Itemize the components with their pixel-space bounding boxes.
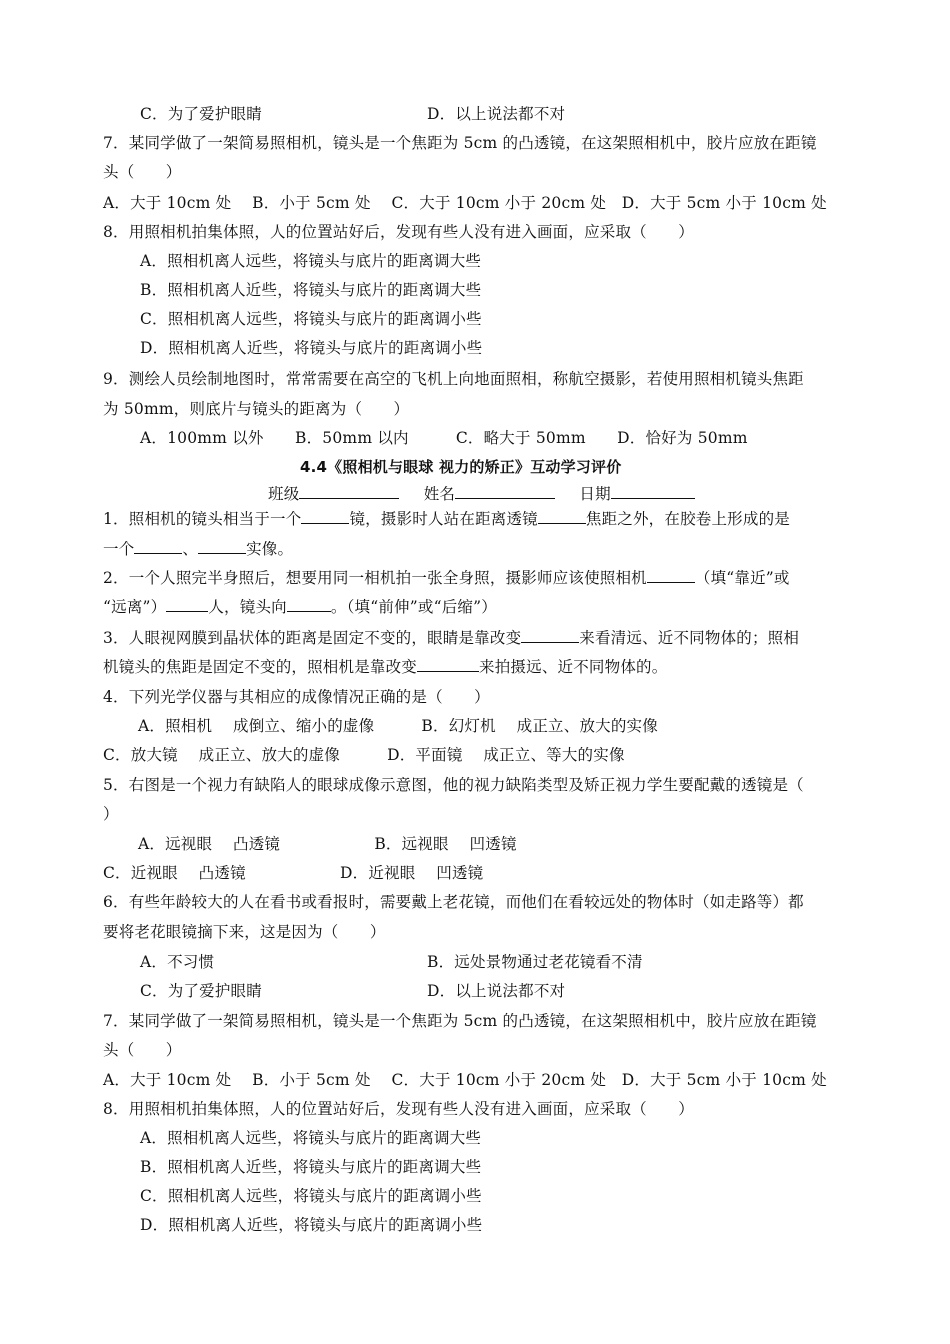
- q1-line2: [103, 538, 293, 560]
- q6-option-c: C．为了爱护眼睛: [140, 982, 262, 1000]
- q3-text-d: 来拍摄远、近不同物体的。: [479, 658, 668, 676]
- q7-options: A．大于 10cm 处 B．小于 5cm 处 C．大于 10cm 小于 20cm 处 D．大于 5cm 小于 10cm 处: [103, 1071, 827, 1089]
- q1-blank-2[interactable]: [538, 509, 586, 524]
- p1-q7-stem: 7．某同学做了一架简易照相机，镜头是一个焦距为 5cm 的凸透镜，在这架照相机中，胶片应放在距镜: [103, 134, 817, 152]
- p1-q8-stem: 8．用照相机拍集体照，人的位置站好后，发现有些人没有进入画面，应采取（ ）: [103, 223, 694, 241]
- q2-text-b: （填“靠近”或: [694, 569, 790, 587]
- q1-blank-3[interactable]: [134, 539, 182, 554]
- section-title: 4.4《照相机与眼球 视力的矫正》互动学习评价: [300, 458, 622, 476]
- p1-q6-option-c: C．为了爱护眼睛: [140, 105, 262, 123]
- class-blank[interactable]: [299, 484, 399, 499]
- q4-stem: 4．下列光学仪器与其相应的成像情况正确的是（ ）: [103, 688, 490, 706]
- q3-blank-1[interactable]: [521, 628, 579, 643]
- q7-stem-cont: 头（ ）: [103, 1041, 182, 1059]
- q2-text-e: 。（填“前伸”或“后缩”）: [330, 598, 497, 616]
- name-label: 姓名: [423, 485, 456, 503]
- q3-line1: [103, 627, 799, 649]
- q2-text-d: 人，镜头向: [208, 598, 287, 616]
- q1-text-d: 一个: [103, 540, 135, 558]
- q1-text-b: 镜，摄影时人站在距离透镜: [349, 510, 538, 528]
- p1-q9-options: A．100mm 以外 B．50mm 以内 C．略大于 50mm D．恰好为 50mm: [140, 429, 748, 447]
- q2-text-a: 2．一个人照完半身照后，想要用同一相机拍一张全身照，摄影师应该使照相机: [103, 569, 647, 587]
- q1-text-f: 实像。: [246, 540, 294, 558]
- q4-options-cd: C．放大镜 成正立、放大的虚像 D．平面镜 成正立、等大的实像: [103, 746, 625, 764]
- q3-line2: [103, 656, 667, 678]
- student-info-row: [268, 483, 695, 505]
- date-blank[interactable]: [611, 484, 695, 499]
- name-blank[interactable]: [455, 484, 555, 499]
- q5-stem-cont: ）: [103, 805, 119, 823]
- q1-blank-1[interactable]: [301, 509, 349, 524]
- q3-text-a: 3．人眼视网膜到晶状体的距离是固定不变的，眼睛是靠改变: [103, 629, 522, 647]
- q5-options-ab: A．远视眼 凸透镜 B．远视眼 凹透镜: [138, 835, 517, 853]
- p1-q7-options: A．大于 10cm 处 B．小于 5cm 处 C．大于 10cm 小于 20cm 处 D．大于 5cm 小于 10cm 处: [103, 194, 827, 212]
- q6-stem-cont: 要将老花眼镜摘下来，这是因为（ ）: [103, 923, 386, 941]
- q4-options-ab: A．照相机 成倒立、缩小的虚像 B．幻灯机 成正立、放大的实像: [138, 717, 658, 735]
- p1-q9-stem-cont: 为 50mm，则底片与镜头的距离为（ ）: [103, 400, 410, 418]
- q6-option-b: B．远处景物通过老花镜看不清: [427, 953, 643, 971]
- p1-q8-option-d: D．照相机离人近些，将镜头与底片的距离调小些: [140, 339, 483, 357]
- date-label: 日期: [579, 485, 611, 503]
- p1-q9-stem: 9．测绘人员绘制地图时，常常需要在高空的飞机上向地面照相，称航空摄影，若使用照相机镜头焦距: [103, 370, 804, 388]
- q2-blank-2[interactable]: [166, 597, 208, 612]
- p1-q8-option-c: C．照相机离人远些，将镜头与底片的距离调小些: [140, 310, 482, 328]
- q8-stem: 8．用照相机拍集体照，人的位置站好后，发现有些人没有进入画面，应采取（ ）: [103, 1100, 694, 1118]
- q6-stem: 6．有些年龄较大的人在看书或看报时，需要戴上老花镜，而他们在看较远处的物体时（如走路等）都: [103, 893, 804, 911]
- q2-line2: [103, 596, 497, 618]
- p1-q8-option-b: B．照相机离人近些，将镜头与底片的距离调大些: [140, 281, 482, 299]
- q6-option-a: A．不习惯: [140, 953, 215, 971]
- q5-stem: 5．右图是一个视力有缺陷人的眼球成像示意图，他的视力缺陷类型及矫正视力学生要配戴的透镜是（: [103, 776, 804, 794]
- q5-options-cd: C．近视眼 凸透镜 D．近视眼 凹透镜: [103, 864, 484, 882]
- p1-q7-stem-cont: 头（ ）: [103, 163, 182, 181]
- q8-option-d: D．照相机离人近些，将镜头与底片的距离调小些: [140, 1216, 483, 1234]
- p1-q6-option-d: D．以上说法都不对: [427, 105, 566, 123]
- q2-blank-3[interactable]: [287, 597, 331, 612]
- q1-text-c: 焦距之外，在胶卷上形成的是: [585, 510, 790, 528]
- q2-blank-1[interactable]: [647, 568, 695, 583]
- q6-option-d: D．以上说法都不对: [427, 982, 566, 1000]
- q2-line1: [103, 567, 790, 589]
- q8-option-c: C．照相机离人远些，将镜头与底片的距离调小些: [140, 1187, 482, 1205]
- q8-option-a: A．照相机离人远些，将镜头与底片的距离调大些: [140, 1129, 482, 1147]
- p1-q8-option-a: A．照相机离人远些，将镜头与底片的距离调大些: [140, 252, 482, 270]
- class-label: 班级: [268, 485, 300, 503]
- q1-text-e: 、: [182, 540, 199, 558]
- q3-text-b: 来看清远、近不同物体的；照相: [579, 629, 800, 647]
- q8-option-b: B．照相机离人近些，将镜头与底片的距离调大些: [140, 1158, 482, 1176]
- q1-blank-4[interactable]: [198, 539, 246, 554]
- q3-text-c: 机镜头的焦距是固定不变的，照相机是靠改变: [103, 658, 418, 676]
- q7-stem: 7．某同学做了一架简易照相机，镜头是一个焦距为 5cm 的凸透镜，在这架照相机中，胶片应放在距镜: [103, 1012, 817, 1030]
- q3-blank-2[interactable]: [417, 657, 479, 672]
- q1-line1: [103, 508, 790, 530]
- q1-text-a: 1．照相机的镜头相当于一个: [103, 510, 302, 528]
- q2-text-c: “远离”）: [103, 598, 167, 616]
